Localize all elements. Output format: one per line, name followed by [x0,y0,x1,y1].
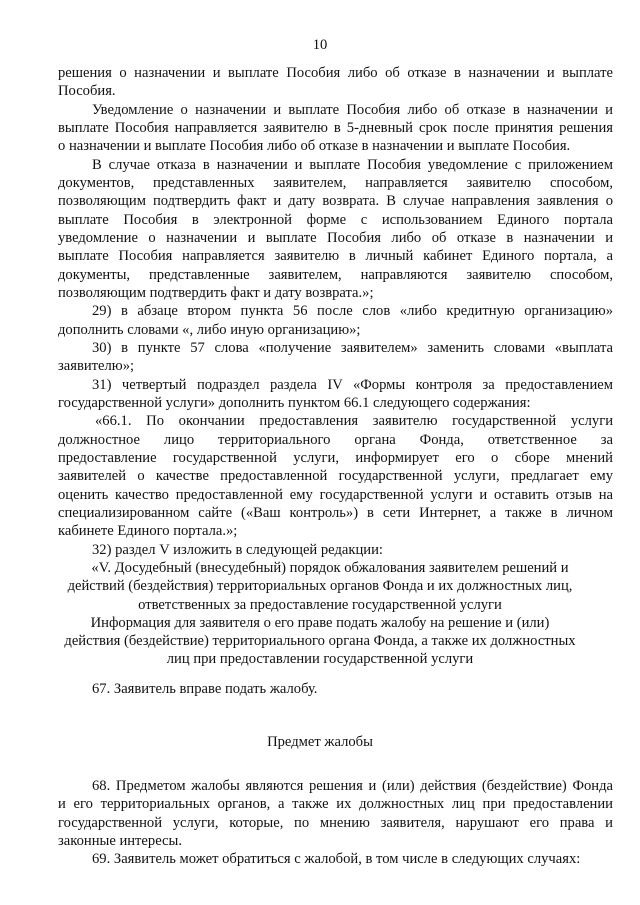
text-line: выплате Пособия в электронной форме с использованием Единого портала [58,212,613,228]
text-line: В случае отказа в назначении и выплате Пособия уведомление с приложением [92,157,613,173]
text-line: 67. Заявитель вправе подать жалобу. [92,681,318,697]
text-line: и его территориальных органов, а также их должностных лиц при предоставлении [58,796,613,812]
text-line: государственной услуги» дополнить пунктом 66.1 следующего содержания: [58,395,531,411]
subheading: Информация для заявителя о его праве подать жалобу на решение и (или) [90,615,550,631]
subheading: лиц при предоставлении государственной услуги [166,651,474,667]
text-line: Уведомление о назначении и выплате Пособия либо об отказе в назначении и [92,102,613,118]
text-line: заявителю»; [58,358,135,374]
page-number: 10 [312,37,328,53]
text-line: «66.1. По окончании предоставления заявителю государственной услуги [95,413,613,429]
text-line: оценить качество предоставленной ему государственной услуги и оставить отзыв на [58,487,613,503]
text-line: позволяющим подтвердить факт и дату возврата.»; [58,285,374,301]
text-line: законные интересы. [58,833,182,849]
section-heading: «V. Досудебный (внесудебный) порядок обжалования заявителем решений и [91,560,569,576]
section-heading: действий (бездействия) территориальных органов Фонда и их должностных лиц, [67,578,573,594]
section-heading: ответственных за предоставление государственной услуги [138,597,502,613]
text-line: о назначении и выплате Пособия либо об отказе в назначении и выплате Пособия. [58,138,571,154]
text-line: 68. Предметом жалобы являются решения и (или) действия (бездействие) Фонда [92,778,613,794]
text-line: дополнить словами «, либо иную организацию»; [58,322,361,338]
text-line: 30) в пункте 57 слова «получение заявителем» заменить словами «выплата [92,340,613,356]
text-line: выплате Пособия направляется заявителю в личный кабинет Единого портала, а [58,248,613,264]
text-line: заявителей о качестве предоставленной государственной услуги, предлагает ему [58,468,613,484]
text-line: 29) в абзаце втором пункта 56 после слов «либо кредитную организацию» [92,303,613,319]
text-line: Пособия. [58,83,116,99]
text-line: кабинете Единого портала.»; [58,523,238,539]
text-line: 31) четвертый подраздел раздела IV «Формы контроля за предоставлением [92,377,613,393]
text-line: уведомление о назначении и выплате Пособия либо об отказе в назначении и [58,230,613,246]
text-line: специализированном сайте («Ваш контроль») в сети Интернет, а также в личном [58,505,613,521]
text-line: документы, представленные заявителем, направляются заявителю способом, [58,267,613,283]
text-line: 69. Заявитель может обратиться с жалобой, в том числе в следующих случаях: [92,851,581,867]
text-line: решения о назначении и выплате Пособия либо об отказе в назначении и выплате [58,65,613,81]
text-line: государственной услуги, которые, по мнению заявителя, нарушают его права и [58,815,613,831]
text-line: выплате Пособия направляется заявителю в 5-дневный срок после принятия решения [58,120,613,136]
text-line: 32) раздел V изложить в следующей редакции: [92,542,383,558]
text-line: должностное лицо территориального органа Фонда, ответственное за [58,432,613,448]
text-line: предоставление государственной услуги, информирует его о сборе мнений [58,450,613,466]
subheading: Предмет жалобы [267,734,373,750]
text-line: позволяющим подтвердить факт и дату возврата. В случае направления заявления о [58,193,613,209]
subheading: действия (бездействие) территориального органа Фонда, а также их должностных [64,633,576,649]
text-line: документов, представленных заявителем, направляется заявителю способом, [58,175,613,191]
